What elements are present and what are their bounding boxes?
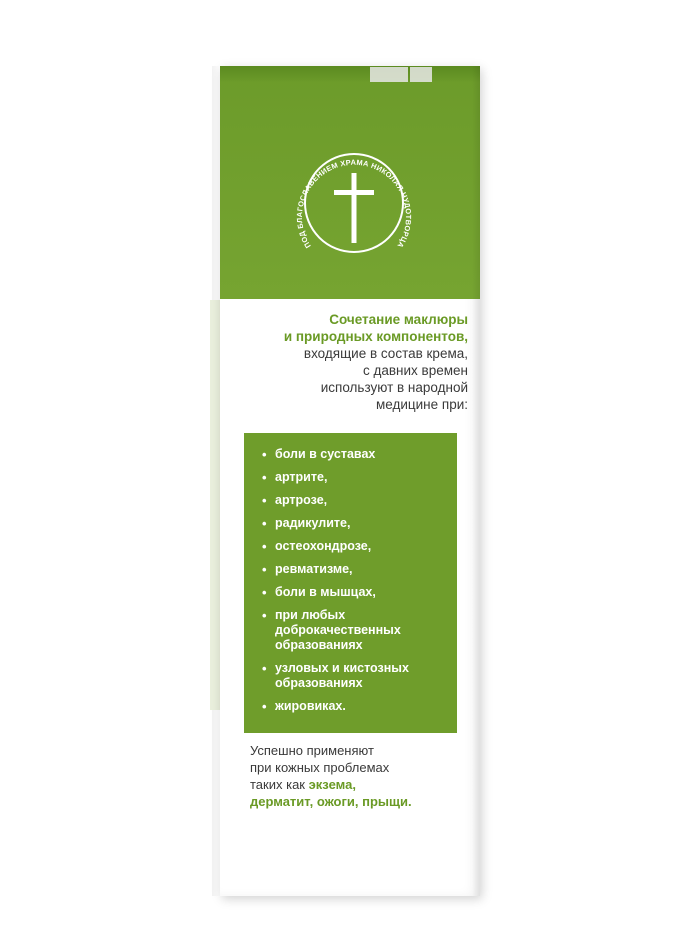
intro-line-3: входящие в состав крема,: [303, 346, 468, 361]
list-item: • ревматизме,: [262, 562, 353, 577]
cream-box: [220, 66, 480, 896]
box-top-edge: [220, 66, 480, 82]
bullet-icon: •: [262, 470, 267, 485]
intro-text: [238, 311, 468, 413]
outro-line-4: дерматит, ожоги, прыщи.: [250, 794, 412, 809]
list-item: • жировиках.: [262, 699, 346, 714]
list-item: • артрите,: [262, 470, 328, 485]
outro-line-1: Успешно применяют: [250, 743, 374, 758]
intro-line-6: медицине при:: [375, 397, 468, 412]
bullet-icon: •: [262, 562, 267, 577]
box-right-shading: [472, 66, 480, 896]
outro-line-3: таких как экзема,: [250, 777, 356, 792]
list-item: • при любых доброкачественных образованиях: [262, 608, 401, 652]
cross-icon: [334, 173, 374, 243]
bullet-icon: •: [262, 585, 267, 600]
conditions-list: [244, 433, 457, 714]
box-green-top: [220, 66, 480, 299]
outro-text: [250, 742, 470, 810]
list-item: • боли в мышцах,: [262, 585, 376, 600]
list-item: • остеохондрозе,: [262, 539, 372, 554]
bullet-icon: •: [262, 539, 267, 554]
box-left-tab: [210, 300, 220, 710]
intro-line-4: с давних времен: [363, 363, 468, 378]
list-item: • артрозе,: [262, 493, 328, 508]
bullet-icon: •: [262, 447, 267, 462]
bullet-icon: •: [262, 699, 267, 714]
conditions-panel: [244, 433, 457, 733]
bullet-icon: •: [262, 516, 267, 531]
list-item: • узловых и кистозных образованиях: [262, 661, 409, 690]
intro-line-2: и природных компонентов,: [283, 329, 468, 344]
intro-line-1: Сочетание маклюры: [329, 312, 468, 327]
list-item: • боли в суставах: [262, 447, 376, 462]
bullet-icon: •: [262, 493, 267, 508]
outro-line-2: при кожных проблемах: [250, 760, 390, 775]
seal-arc-text: ПОД БЛАГОСЛАВЕНИЕМ ХРАМА НИКОЛАЯ ЧУДОТВОРЦА: [294, 157, 414, 250]
box-flap: [370, 67, 408, 82]
list-item: • радикулите,: [262, 516, 351, 531]
church-seal: [279, 128, 429, 278]
box-flap: [410, 67, 432, 82]
bullet-icon: •: [262, 661, 267, 676]
intro-line-5: используют в народной: [320, 380, 468, 395]
bullet-icon: •: [262, 608, 267, 623]
